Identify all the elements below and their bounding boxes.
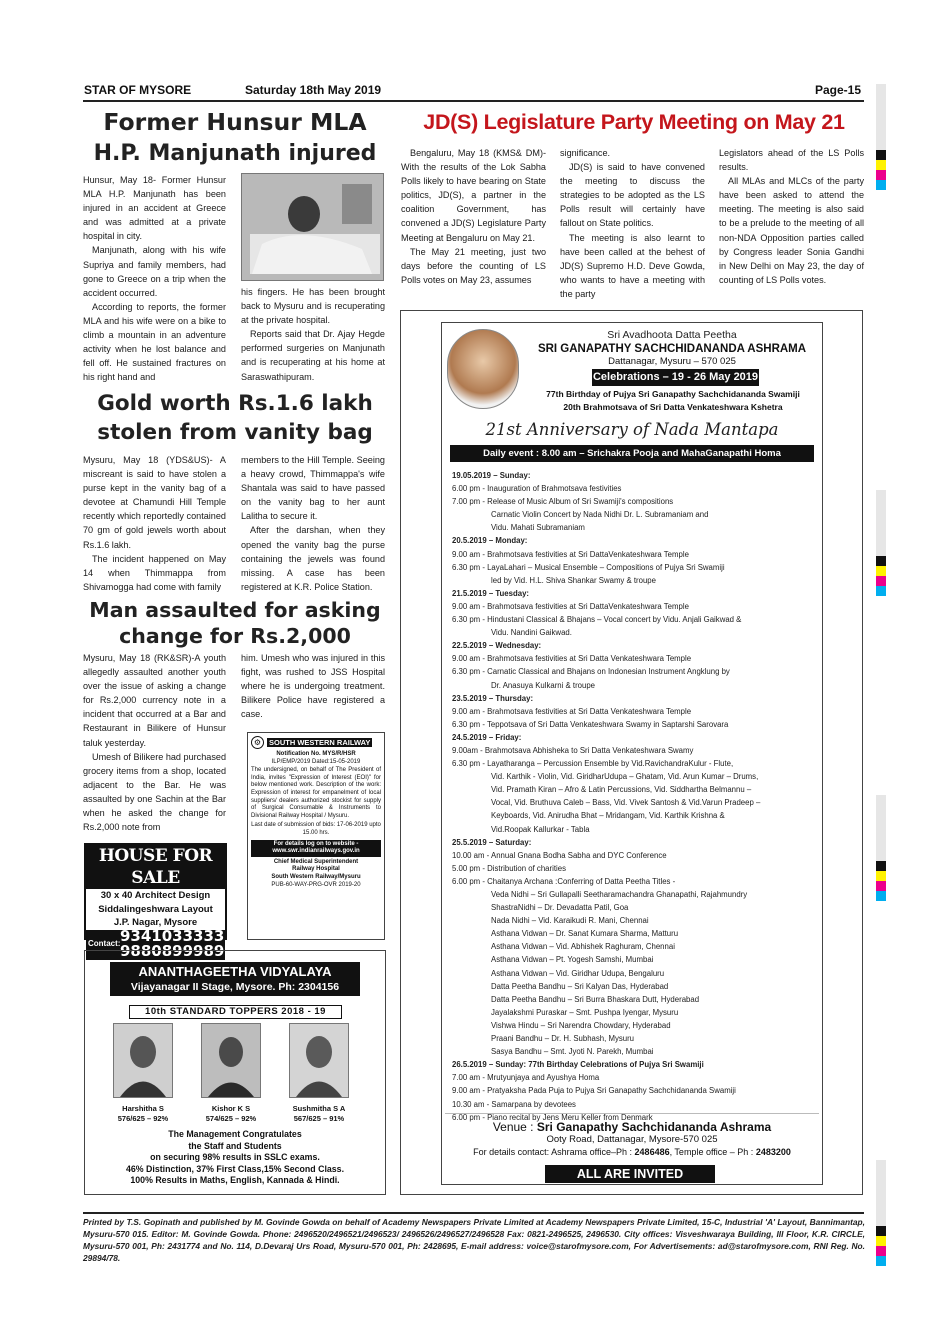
school-footer [89,1129,381,1187]
schedule-item: Carnatic Violin Concert by Nada Nidhi Dr. L. Subramaniam and [491,510,709,520]
railway-sign: Railway Hospital [292,866,340,873]
registration-bar [876,84,886,150]
story4-column1 [83,651,226,836]
schedule-item: Nada Nidhi – Vid. Karaikudi R. Mani, Chennai [491,916,649,926]
paragraph: After the darshan, when they opened the vanity bag the purse containing the jewels was found missing. A case has been registered at K.R. Police Station. [241,525,385,592]
schedule-item: Datta Peetha Bandhu – Sri Burra Bhaskara Dutt, Hyderabad [491,994,700,1004]
student-photo [201,1023,261,1098]
cmyk-magenta-swatch [876,881,886,891]
paragraph: Legislators ahead of the LS Polls results. [719,148,864,173]
footer-line: 100% Results in Maths, English, Kannada & Hindi. [130,1175,340,1185]
registration-bar [876,795,886,861]
student-name: Harshitha S [122,1104,164,1113]
venue-address: Ooty Road, Dattanagar, Mysore-570 025 [546,1134,718,1145]
schedule-item: Vocal, Vid. Bruthuva Caleb – Bass, Vid. Vivek Santosh & Vid.Varun Pradeep – [491,798,761,808]
contact-phone: 2483200 [755,1147,791,1157]
paragraph: The incident happened on May 14 when Thimmappa from Shivamogga had come with family [83,553,226,592]
cmyk-magenta-swatch [876,576,886,586]
railway-website: For details log on to website - www.swr.indianrailways.gov.in [251,840,381,857]
schedule-item: 10.30 am - Samarpana by devotees [452,1099,576,1109]
schedule-item: 9.00 am - Pratyaksha Pada Puja to Pujya Sri Ganapathy Sachchidananda Swamiji [452,1086,736,1096]
paragraph: Reports said that Dr. Ajay Hegde performed surgeries on Manjunath and is recuperating at his home at Saraswathipuram. [241,329,385,382]
all-are-invited-banner: ALL ARE INVITED [545,1165,715,1183]
cmyk-cyan-swatch [876,1256,886,1266]
cmyk-yellow-swatch [876,160,886,170]
schedule-item: 6.30 pm - Carnatic Classical and Bhajans on Indonesian Instrument Angklung by [452,667,730,677]
house-ad-line: 30 x 40 Architect Design [100,890,211,901]
imprint: Printed by T.S. Gopinath and published by M. Govinde Gowda on behalf of Academy Newspapers Private Limited at Academy Newspapers Private Limited, 15-C, Industrial 'A' Layout, Bannimantap, Mysuru-570 015. Editor: M. Govinde Gowda. Phone: 2496520/2496521/2496523/ 2496526/2496527/2496528 Fax: 0821-2496525, 2496530. City offices: Visveshwaraya Building, III Floor, K.R. CIRCLE, Mysuru-570 001, Ph: 2431774 and No. 114, D.Devaraj Urs Road, Mysuru-570 001, Ph: 2428695, E-mail address: voice@starofmysore.com, For Advertisements: ad@starofmysore.com, RNI Reg. No. 29894/78. [83,1217,865,1263]
railway-notification-no: Notification No. MYS/R/HSR [276,751,356,757]
ashrama-address: Dattanagar, Mysuru – 570 025 [608,356,736,367]
paragraph: The May 21 meeting, just two days before the counting of LS Polls votes on May 23, assumes [401,246,546,285]
photo-graphic [242,174,383,280]
paper-name: STAR OF MYSORE [84,83,192,97]
cmyk-cyan-swatch [876,180,886,190]
schedule-item: 6.30 pm - Layatharanga – Percussion Ensemble by Vid.RavichandraKulur - Flute, [452,759,734,769]
contact-label: Contact: [88,938,121,948]
schedule-item: 5.00 pm - Distribution of charities [452,863,566,873]
schedule-item: 6.30 pm - Teppotsava of Sri Datta Venkateshwara Swamy in Saptarshi Sarovara [452,719,729,729]
story2-column2 [560,146,705,300]
footer-line: The Management Congratulates [168,1129,302,1139]
schedule-day: 20.5.2019 – Monday: [452,536,528,546]
phone-number: 9341033333 [120,926,225,945]
venue-name: Sri Ganapathy Sachchidananda Ashrama [536,1120,772,1134]
schedule-day: 25.5.2019 – Saturday: [452,837,532,847]
schedule-item: 9.00 am - Brahmotsava festivities at Sri Datta Venkateshwara Temple [452,706,692,716]
paragraph: According to reports, the former MLA and his wife were on a bike to climb a mountain in an adventure activity when he lost balance and fell off. He sustained fractures on his right hand and [83,301,226,383]
student-caption [183,1104,279,1124]
cmyk-yellow-swatch [876,1236,886,1246]
story4-title-line1: Man assaulted for asking [89,598,381,622]
cmyk-black-swatch [876,556,886,566]
venue-divider [445,1113,819,1114]
schedule-item: 6.00 pm - Inauguration of Brahmotsava festivities [452,484,622,494]
railway-last-date: Last date of submission of bids: 17-06-2019 upto 15.00 hrs. [251,822,381,836]
cmyk-black-swatch [876,150,886,160]
anniversary-title: 21st Anniversary of Nada Mantapa [485,420,779,439]
house-ad-title: HOUSE FOR SALE [86,845,225,889]
brahmotsava-line: 20th Brahmotsava of Sri Datta Venkateshwara Kshetra [563,402,783,412]
schedule-item: Keyboards, Vid. Anirudha Bhat – Mridangam, Vid. Karthik Krishna & [491,811,725,821]
ashrama-name: SRI GANAPATHY SACHCHIDANANDA ASHRAMA [537,343,807,355]
paragraph: his fingers. He has been brought back to Mysuru and is recuperating at the private hospital. [241,287,385,326]
house-ad-line: Siddalingeshwara Layout [98,903,213,915]
schedule-day: 26.5.2019 – Sunday: 77th Birthday Celebrations of Pujya Sri Swamiji [452,1060,704,1070]
student-name: Kishor K S [211,1104,251,1113]
story3-column1 [83,453,226,595]
student-name: Sushmitha S A [292,1104,346,1113]
story1-column2 [241,285,385,386]
school-name: ANANTHAGEETHA VIDYALAYA [138,964,332,979]
railway-ad-header [251,736,381,749]
schedule-item: 6.00 pm - Piano recital by Jens Meru Keller from Denmark [452,1112,653,1122]
registration-bar [876,1160,886,1226]
paragraph: Bengaluru, May 18 (KMS& DM)- With the results of the Lok Sabha Polls likely to have bearing on State politics, JD(S), a partner in the coalition Government, has convened a JD(S) Legislature Party Meeting at Bengaluru on May 21. [401,148,546,243]
story1-title-line1: Former Hunsur MLA [103,108,367,136]
paragraph: members to the Hill Temple. Seeing a heavy crowd, Thimmappa's wife Shantala was said to have passed on the vanity bag to her aunt Lalitha to secure it. [241,455,385,522]
schedule-item: 7.00 pm - Release of Music Album of Sri Swamiji's compositions [452,497,674,507]
story3-title-line1: Gold worth Rs.1.6 lakh [97,391,373,416]
phone-number: 9880899989 [120,941,225,960]
railway-logo-icon: ⚙ [251,736,264,749]
schedule-item: Veda Nidhi – Sri Gullapalli Seetharamachandra Ghanapathi, Rajahmundry [491,890,748,899]
schedule-item: 9.00 am - Brahmotsava festivities at Sri DattaVenkateshwara Temple [452,601,689,611]
railway-sign: South Western Railway/Mysuru [271,873,361,880]
student-graphic [114,1024,172,1097]
school-banner [110,962,360,996]
schedule-day: 23.5.2019 – Thursday: [452,693,534,703]
schedule-item: 10.00 am - Annual Gnana Bodha Sabha and DYC Conference [452,850,667,860]
student-caption [95,1104,191,1124]
cmyk-magenta-swatch [876,170,886,180]
schedule-day: 24.5.2019 – Friday: [452,732,522,742]
story2-column1 [401,146,546,300]
schedule-day: 22.5.2019 – Wednesday: [452,641,542,651]
hospital-photo [241,173,384,281]
story1-title-line2: H.P. Manjunath injured [93,141,377,166]
schedule-item: 6.30 pm - Hindustani Classical & Bhajans – Vocal concert by Vidu. Anjali Gaikwad & [452,615,742,625]
contact-line [442,1146,822,1158]
daily-event-banner: Daily event : 8.00 am – Srichakra Pooja and MahaGanapathi Homa [450,445,814,462]
railway-notice-ad [247,732,385,940]
schedule-item: Praani Bandhu – Dr. H. Subhash, Mysuru [491,1034,635,1044]
paragraph: The meeting is also learnt to have been called at the behest of JD(S) Supremo H.D. Deve Gowda, who wants to have a meeting with the party [560,232,705,299]
paragraph: All MLAs and MLCs of the party have been asked to attend the meeting. The meeting is also said to be a prelude to the meeting of all non-NDA Opposition parties called by Congress leader Sonia Gandhi in New Delhi on May 23, the day of counting of LS Polls votes. [719,176,864,285]
contact-text: For details contact: Ashrama office–Ph : [473,1147,633,1157]
story3-column2 [241,453,385,595]
cmyk-magenta-swatch [876,1246,886,1256]
venue-label: Venue : [492,1120,534,1134]
school-address: Vijayanagar II Stage, Mysore. Ph: 2304156 [130,981,340,993]
schedule-day: 21.5.2019 – Tuesday: [452,588,530,598]
ashrama-org: Sri Avadhoota Datta Peetha [607,329,737,341]
schedule-item: 6.30 pm - LayaLahari – Musical Ensemble – Compositions of Pujya Sri Swamiji [452,562,725,572]
birthday-line: 77th Birthday of Pujya Sri Ganapathy Sachchidananda Swamiji [546,389,800,399]
ashrama-ad [441,322,823,1185]
contact-phone: 2486486 [634,1147,670,1157]
footer-line: 46% Distinction, 37% First Class,15% Second Class. [125,1163,345,1174]
schedule-item: Vid. Pramath Kiran – Afro & Latin Percussions, Vid. Siddhartha Belmannu – [491,785,752,795]
student-photo [289,1023,349,1098]
paragraph: Mysuru, May 18 (RK&SR)-A youth allegedly assaulted another youth over the issue of asking a change for Rs.2,000 currency note in a incident that occurred at a Bar and Restaurant in Bilikere of Hunsur taluk yesterday. [83,653,226,748]
railway-body: The undersigned, on behalf of The President of India, invites "Expression of Interest (EOI)" for below mentioned work. Description of the work: Expression of interest for empanelment of local suppliers/ dealers authorized stockist for supply of Surgical Consumable & Instruments to Divisional Railway Hospital / Mysuru. [251,767,381,819]
cmyk-cyan-swatch [876,586,886,596]
story2-column3 [719,146,864,300]
paragraph: Hunsur, May 18- Former Hunsur MLA H.P. Manjunath has been injured in an accident at Greece and was admitted at a private hospital in city. [83,175,226,242]
venue-line [442,1120,822,1135]
issue-date: Saturday 18th May 2019 [245,83,382,97]
school-toppers-ad [84,950,386,1195]
contact-text: , Temple office – Ph : [669,1147,754,1157]
schedule-item: Vidu. Nandini Gaikwad. [491,628,572,638]
footer-rule [83,1212,864,1214]
paragraph: him. Umesh who was injured in this fight, was rushed to JSS Hospital where he is undergoing treatment. Bilikere Police have registered a case. [241,653,385,720]
registration-bar [876,490,886,556]
toppers-title: 10th STANDARD TOPPERS 2018 - 19 [129,1005,342,1019]
schedule-item: Asthana Vidwan – Vid. Giridhar Udupa, Bengaluru [491,968,665,978]
schedule-item: Vid. Karthik - Violin, Vid. GiridharUdupa – Ghatam, Vid. Arun Kumar – Drums, [491,772,759,782]
schedule-item: 9.00am - Brahmotsava Abhisheka to Sri Datta Venkateshwara Swamy [452,745,694,755]
student-score: 574/625 – 92% [205,1114,257,1123]
railway-code: PUB-60-WAY-PRG-OVR 2019-20 [271,881,361,888]
paragraph: significance. [560,148,611,158]
schedule-item: led by Vid. H.L. Shiva Shankar Swamy & troupe [491,575,656,585]
student-graphic [290,1024,348,1097]
schedule-item: Asthana Vidwan – Pt. Yogesh Samshi, Mumbai [491,955,654,965]
story4-title-line2: change for Rs.2,000 [119,624,351,648]
schedule-item: 9.00 am - Brahmotsava festivities at Sri Datta Venkateshwara Temple [452,654,692,664]
story2-title: JD(S) Legislature Party Meeting on May 21 [423,110,845,134]
event-schedule [452,469,820,1125]
railway-sign: Chief Medical Superintendent [273,858,359,865]
paragraph: Umesh of Bilikere had purchased grocery items from a shop, located adjacent to the Bar. He was assaulted by one Sachin at the Bar when he asked the change for Rs.2,000 note from [83,751,226,833]
cmyk-yellow-swatch [876,566,886,576]
schedule-item: Vid.Roopak Kallurkar - Tabla [491,824,590,834]
schedule-item: Vishwa Hindu – Sri Narendra Chowdary, Hyderabad [491,1020,671,1030]
schedule-item: Sasya Bandhu – Smt. Jyoti N. Parekh, Mumbai [491,1047,654,1057]
paragraph: JD(S) is said to have convened the meeting to discuss the strategies to be adopted as the LS Polls result will certainly have fallout on State politics. [560,162,705,229]
story3-title-line2: stolen from vanity bag [97,420,373,445]
footer-line: on securing 98% results in SSLC exams. [150,1152,320,1162]
paragraph: Mysuru, May 18 (YDS&US)- A miscreant is said to have stolen a purse kept in the vanity bag of a devotee at Chamundi Hill Temple recently which reportedly contained 70 gm of gold jewels worth about Rs.1.6 lakh. [83,455,226,550]
schedule-item: Datta Peetha Bandhu – Sri Kalyan Das, Hyderabad [491,981,669,991]
story1-column1 [83,173,226,386]
schedule-item: Asthana Vidwan – Vid. Abhishek Raghuram, Chennai [491,942,675,952]
story4-column2 [241,651,385,723]
schedule-day: 19.05.2019 – Sunday: [452,471,531,480]
cmyk-yellow-swatch [876,871,886,881]
student-score: 576/625 – 92% [117,1114,169,1123]
schedule-item: 9.00 am - Brahmotsava festivities at Sri DattaVenkateshwara Temple [452,549,689,559]
student-graphic [202,1024,260,1097]
cmyk-black-swatch [876,1226,886,1236]
celebrations-banner: Celebrations – 19 - 26 May 2019 [592,369,759,386]
swamiji-photo [447,329,519,409]
schedule-item: Vidu. Mahati Subramaniam [491,523,585,533]
student-score: 567/625 – 91% [293,1114,345,1123]
schedule-item: ShastraNidhi – Dr. Devadatta Patil, Goa [491,903,629,913]
schedule-item: Asthana Vidwan – Dr. Sanat Kumara Sharma, Matturu [491,929,679,939]
house-ad-line: J.P. Nagar, Mysore [113,917,198,928]
railway-ref: ILP/EMP/2019 Dated:15-05-2019 [271,758,361,765]
student-photo [113,1023,173,1098]
footer-line: the Staff and Students [188,1140,282,1151]
header-rule [83,100,864,102]
page-number: Page-15 [815,83,862,97]
schedule-item: 6.00 pm - Chaitanya Archana :Conferring of Datta Peetha Titles - [452,876,676,886]
schedule-item: Dr. Anasuya Kulkarni & troupe [491,680,596,690]
paragraph: Manjunath, along with his wife Supriya and family members, had gone to Greece on a trip when the accident occurred. [83,245,226,298]
student-caption [271,1104,367,1124]
schedule-item: Jayalakshmi Puraskar – Smt. Pushpa Iyengar, Mysuru [491,1007,679,1017]
cmyk-black-swatch [876,861,886,871]
cmyk-cyan-swatch [876,891,886,901]
schedule-item: 7.00 am - Mrutyunjaya and Ayushya Homa [452,1073,600,1083]
house-for-sale-ad [84,843,227,960]
railway-ad-title: SOUTH WESTERN RAILWAY [269,737,371,747]
